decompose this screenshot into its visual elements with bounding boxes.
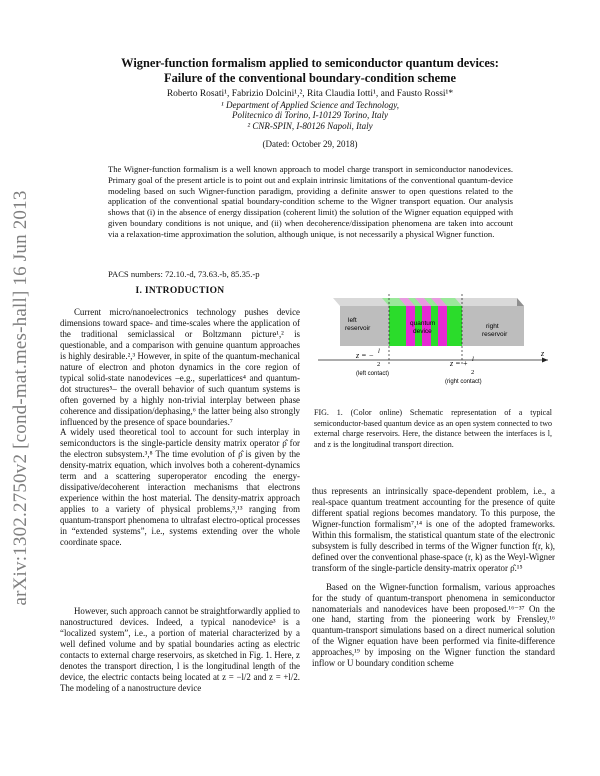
- date-line: (Dated: October 29, 2018): [262, 139, 358, 149]
- author-list: Roberto Rosati¹, Fabrizio Dolcini¹,², Rita Claudia Iotti¹, and Fausto Rossi¹*: [166, 89, 454, 99]
- left-frac-den: 2: [377, 361, 381, 368]
- pacs-numbers: PACS numbers: 72.10.-d, 73.63.-b, 85.35.-p: [108, 269, 260, 279]
- device-label-1: quantum: [410, 320, 436, 327]
- right-reservoir-label-1: right: [486, 323, 499, 330]
- paper-title: [80, 56, 540, 86]
- affiliation-1-line-1: ¹ Department of Applied Science and Technology,: [221, 100, 399, 110]
- affiliation-2: ² CNR-SPIN, I-80126 Napoli, Italy: [247, 121, 373, 131]
- right-frac-num: l: [472, 356, 474, 363]
- right-column: [312, 486, 555, 669]
- z-axis-arrowhead: [542, 358, 548, 363]
- right-reservoir-label-2: reservoir: [482, 331, 508, 338]
- abstract: The Wigner-function formalism is a well known approach to model charge transport in semiconductor nanodevices. Primary goal of the present article is to point out and explain intrinsic limitations of the conventional quantum-device modeling based on such Wigner-function paradigm, providing a definite answer to open questions related to the application of the conventional spatial boundary-condition scheme to the Wigner transport equation. Our analysis shows that (i) in the absence of energy dissipation (coherent limit) the solution of the Wigner equation equipped with given boundary conditions is not unique, and (ii) when decoherence/dissipation phenomena are taken into account via a relaxation-time approximation the solution, although unique, is not necessarily a physical Wigner function.: [108, 164, 513, 239]
- device-diagram: [312, 286, 556, 394]
- arxiv-sidebar-stamp: [0, 0, 44, 776]
- right-contact-equation: z = +: [450, 359, 468, 368]
- left-contact-equation: z = −: [356, 351, 374, 360]
- left-contact-label: (left contact): [356, 371, 390, 377]
- left-reservoir-label-1: left: [348, 317, 357, 324]
- title-line-2: Failure of the conventional boundary-condition scheme: [164, 71, 456, 85]
- arxiv-identifier: arXiv:1302.2750v2 [cond-mat.mes-hall] 16 Jun 2013: [10, 190, 31, 606]
- right-contact-label: (right contact): [445, 379, 482, 385]
- barrier-layer-3: [438, 306, 447, 346]
- section-heading: I. INTRODUCTION: [135, 286, 225, 296]
- left-column-part-1: [60, 307, 300, 548]
- intro-paragraph-1: Current micro/nanoelectronics technology pushes device dimensions toward space- and time-scales where the application of the traditional semiclassical or Boltzmann picture¹,² is questionable, and a comparison with genuine quantum approaches is highly desirable.²,³ However, in spite of the quantum-mechanical nature of electron and photon dynamics in the core region of typical solid-state nanodevices –e.g., superlattices⁴ and quantum-dot structures⁵– the overall behavior of such quantum systems is often governed by a highly non-trivial interplay between phase coherence and dissipation/dephasing,⁶ the latter being also strongly influenced by the presence of space boundaries.⁷: [60, 307, 300, 427]
- z-axis-label: z: [541, 349, 545, 358]
- right-paragraph-2: Based on the Wigner-function formalism, various approaches for the study of quantum-transport phenomena in semiconductor nanomaterials and nanodevices have been proposed.¹⁶⁻³⁷ On the one hand, starting from the pioneering work by Frensley,¹⁶ quantum-transport simulations based on a direct numerical solution of the Wigner equation have been performed via finite-difference approaches,¹⁹ by imposing on the Wigner function the standard inflow or U boundary condition scheme: [312, 581, 555, 669]
- left-reservoir-label-2: reservoir: [345, 325, 371, 332]
- device-label-2: device: [413, 328, 432, 335]
- left-frac-num: l: [378, 348, 380, 355]
- figure-1-device-schematic: [312, 286, 556, 394]
- intro-paragraph-2: A widely used theoretical tool to account for such interplay in semiconductors is the single-particle density matrix operator ρ̂ for the electron subsystem.³,⁸ The time evolution of ρ̂ is given by the density-matrix equation, which involves both a coherent-dynamics term and a scattering superoperator encoding the energy-dissipative/decoherent interaction mechanisms that electrons experience within the host material. The density-matrix approach applies to a variety of physical problems,³,¹³ ranging from quantum-transport phenomena to ultrafast electro-optical processes in “extended systems”, i.e., systems extending over the whole coordinate space.: [60, 427, 300, 548]
- intro-paragraph-3: However, such approach cannot be straightforwardly applied to nanostructured devices. Indeed, a typical nanodevice³ is a “localized system”, i.e., a portion of material characterized by a well defined volume and by spatial boundaries acting as electric contacts to external charge reservoirs, as sketched in Fig. 1. Here, z denotes the transport direction, l is the longitudinal length of the device, the electric contacts being located at z = −l/2 and z = +l/2. The modeling of a nanostructure device: [60, 606, 300, 693]
- figure-1-caption: FIG. 1. (Color online) Schematic representation of a typical semiconductor-based quantum device as an open system connected to two external charge reservoirs. Here, the distance between the interfaces is l, and z is the longitudinal transport direction.: [314, 408, 552, 449]
- affiliation-1-line-2: Politecnico di Torino, I-10129 Torino, Italy: [231, 110, 389, 120]
- right-frac-den: 2: [471, 369, 475, 376]
- right-paragraph-1: thus represents an intrinsically space-dependent problem, i.e., a real-space quantum treatment accounting for the presence of quite different spatial regions becomes mandatory. To this purpose, the Wigner-function formalism⁷,¹⁴ is one of the adopted frameworks. Within this formalism, the statistical quantum state of the electronic subsystem is fully described in terms of the Wigner function f(r, k), defined over the conventional phase-space (r, k) as the Weyl-Wigner transform of the single-particle density-matrix operator ρ̂.¹⁵: [312, 486, 555, 573]
- left-column-part-2: [60, 606, 300, 694]
- title-line-1: Wigner-function formalism applied to semiconductor quantum devices:: [121, 56, 499, 70]
